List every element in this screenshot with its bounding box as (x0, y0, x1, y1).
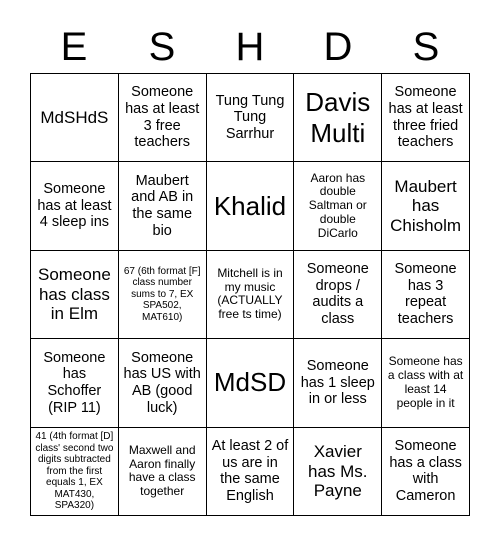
bingo-cell[interactable] (31, 251, 119, 339)
header-letter: H (235, 25, 265, 69)
cell-text: MdSHdS (40, 107, 109, 127)
bingo-cell[interactable] (294, 339, 382, 427)
cell-text: Tung Tung Tung Sarrhur (215, 92, 285, 143)
bingo-cell[interactable] (382, 74, 470, 162)
cell-text: Someone has US with AB (good luck) (123, 349, 201, 416)
bingo-cell[interactable] (382, 162, 470, 250)
bingo-cell[interactable] (207, 74, 295, 162)
cell-text: 67 (6th format [F] class number sums to 7, EX SPA502, MAT610) (123, 265, 201, 323)
cell-text: Someone has at least three fried teachers (388, 84, 463, 151)
cell-text: Someone drops / audits a class (306, 261, 369, 328)
cell-text: Someone has a class with Cameron (389, 437, 462, 504)
cell-text: Maubert and AB in the same bio (131, 172, 194, 239)
bingo-cell[interactable] (294, 428, 382, 516)
cell-text: Someone has 3 repeat teachers (394, 261, 457, 328)
bingo-header (30, 22, 470, 72)
cell-text: Someone has a class with at least 14 people in it (387, 354, 464, 410)
cell-text: Xavier has Ms. Payne (308, 441, 368, 501)
bingo-cell[interactable] (119, 251, 207, 339)
cell-text: Maxwell and Aaron finally have a class together (128, 442, 196, 499)
cell-text: Aaron has double Saltman or double DiCarlo (308, 170, 367, 240)
bingo-cell[interactable] (31, 428, 119, 516)
bingo-cell[interactable] (31, 74, 119, 162)
cell-text: Someone has Schoffer (RIP 11) (43, 349, 106, 416)
cell-text: Someone has class in Elm (38, 265, 111, 324)
bingo-cell[interactable] (119, 162, 207, 250)
cell-text: Someone has 1 sleep in or less (300, 357, 375, 408)
cell-text: Maubert has Chisholm (390, 176, 462, 235)
header-letter: S (412, 25, 440, 69)
cell-text: Davis Multi (305, 86, 371, 148)
bingo-cell[interactable] (207, 162, 295, 250)
bingo-cell[interactable] (119, 74, 207, 162)
header-letter: S (148, 25, 176, 69)
bingo-cell[interactable] (382, 428, 470, 516)
cell-text: Khalid (213, 190, 287, 221)
cell-text: Someone has at least 3 free teachers (125, 84, 200, 151)
cell-text: MdSD (213, 367, 287, 398)
bingo-cell[interactable] (207, 251, 295, 339)
header-letter: E (60, 25, 88, 69)
bingo-cell[interactable] (294, 251, 382, 339)
bingo-cell[interactable] (382, 339, 470, 427)
bingo-cell[interactable] (294, 74, 382, 162)
cell-text: Mitchell is in my music (ACTUALLY free ts time) (217, 265, 283, 322)
header-letter: D (323, 25, 353, 69)
bingo-cell[interactable] (382, 251, 470, 339)
bingo-cell[interactable] (207, 428, 295, 516)
cell-text: At least 2 of us are in the same English (211, 437, 289, 504)
bingo-cell[interactable] (207, 339, 295, 427)
bingo-cell[interactable] (294, 162, 382, 250)
bingo-cell[interactable] (31, 162, 119, 250)
bingo-cell[interactable] (31, 339, 119, 427)
cell-text: Someone has at least 4 sleep ins (37, 181, 112, 231)
bingo-cell[interactable] (119, 339, 207, 427)
bingo-grid (30, 73, 470, 516)
bingo-cell[interactable] (119, 428, 207, 516)
cell-text: 41 (4th format [D] class' second two digits subtracted from the first equals 1, EX MAT430, SPA320) (35, 431, 114, 512)
